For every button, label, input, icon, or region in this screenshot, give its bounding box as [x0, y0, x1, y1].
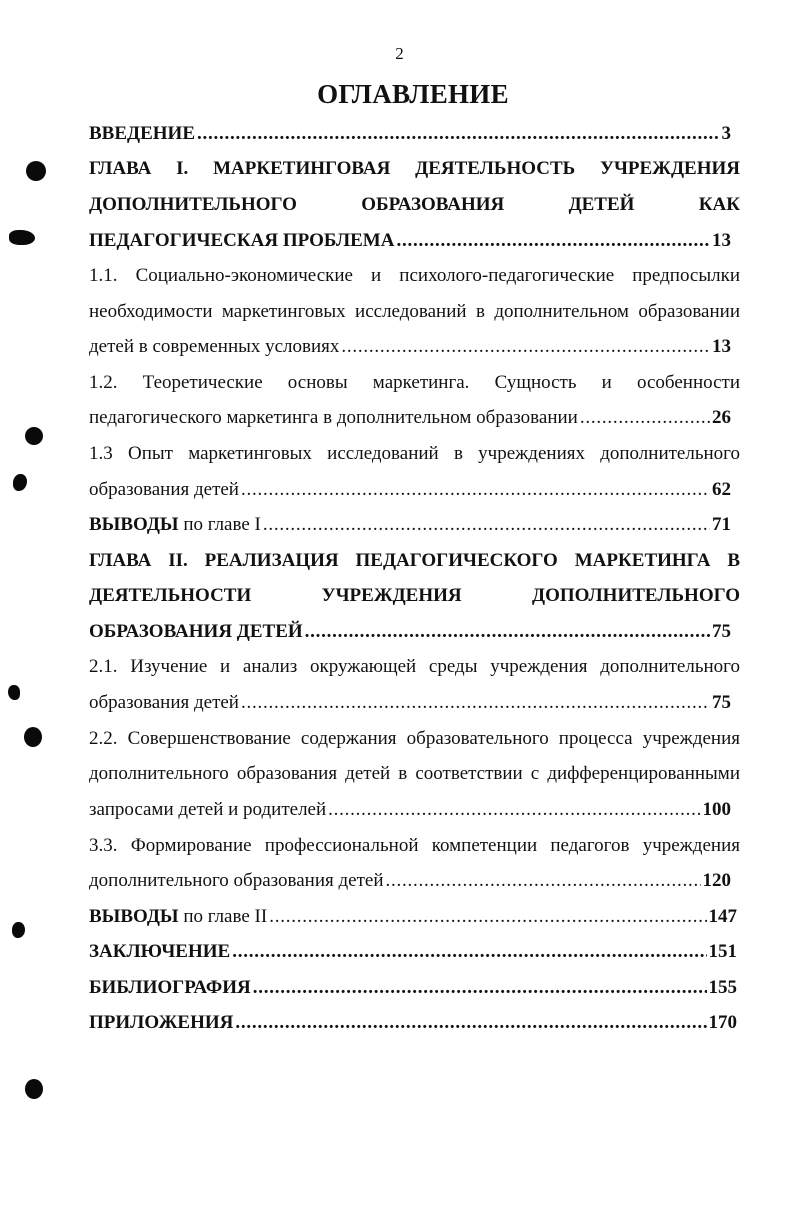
toc-section-1-2-line-1: 1.2. Теоретические основы маркетинга. Сущность и особенности — [89, 372, 740, 393]
punch-hole-mark — [26, 161, 46, 181]
toc-section-2-2-line-1: 2.2. Совершенствование содержания образовательного процесса учреждения — [89, 728, 740, 749]
toc-entry-bibliography — [89, 971, 737, 1005]
punch-hole-mark — [8, 685, 20, 700]
toc-entry-title: дополнительного образования детей — [89, 870, 384, 891]
toc-entry-page: 170 — [708, 1012, 737, 1033]
toc-entry-page: 26 — [712, 407, 731, 428]
toc-entry-title: образования детей — [89, 479, 239, 500]
toc-entry-introduction — [89, 117, 731, 151]
dot-leader — [241, 686, 710, 720]
toc-section-2-2-line-3 — [89, 793, 731, 827]
punch-hole-mark — [25, 1079, 43, 1099]
dot-leader — [241, 473, 710, 507]
toc-entry-conclusions-chapter-2 — [89, 900, 737, 934]
toc-section-1-1-line-2: необходимости маркетинговых исследований в дополнительном образовании — [89, 301, 740, 322]
toc-entry-title: детей в современных условиях — [89, 336, 340, 357]
toc-entry-title: БИБЛИОГРАФИЯ — [89, 977, 251, 998]
toc-section-3-3-line-1: 3.3. Формирование профессиональной компетенции педагогов учреждения — [89, 835, 740, 856]
toc-entry-title: ОБРАЗОВАНИЯ ДЕТЕЙ — [89, 621, 303, 642]
toc-chapter-1-line-2: ДОПОЛНИТЕЛЬНОГО ОБРАЗОВАНИЯ ДЕТЕЙ КАК — [89, 194, 740, 215]
toc-section-2-1-line-1: 2.1. Изучение и анализ окружающей среды учреждения дополнительного — [89, 656, 740, 677]
toc-entry-title-rest: по главе II — [183, 906, 268, 927]
dot-leader — [305, 615, 710, 649]
toc-entry-page: 75 — [712, 621, 731, 642]
toc-entry-title-bold: ВЫВОДЫ — [89, 906, 179, 927]
toc-entry-page: 155 — [708, 977, 737, 998]
toc-chapter-2-line-3 — [89, 615, 731, 649]
toc-entry-page: 147 — [708, 906, 737, 927]
toc-section-1-3-line-1: 1.3 Опыт маркетинговых исследований в учреждениях дополнительного — [89, 443, 740, 464]
toc-entry-page: 13 — [712, 336, 731, 357]
toc-entry-conclusion — [89, 935, 737, 969]
dot-leader — [235, 1006, 706, 1040]
toc-entry-page: 151 — [708, 941, 737, 962]
toc-entry-title — [89, 900, 267, 934]
toc-entry-title: запросами детей и родителей — [89, 799, 327, 820]
toc-section-1-2-line-2 — [89, 401, 731, 435]
toc-section-1-1-line-3 — [89, 330, 731, 364]
dot-leader — [386, 864, 701, 898]
toc-entry-page: 71 — [712, 514, 731, 535]
toc-entry-page: 62 — [712, 479, 731, 500]
toc-entry-title-bold: ВЫВОДЫ — [89, 514, 179, 535]
toc-section-1-3-line-2 — [89, 473, 731, 507]
toc-section-1-1-line-1: 1.1. Социально-экономические и психолого-педагогические предпосылки — [89, 265, 740, 286]
dot-leader — [580, 401, 710, 435]
punch-hole-mark — [13, 474, 27, 491]
toc-entry-title: ВВЕДЕНИЕ — [89, 123, 195, 144]
toc-entry-page: 3 — [721, 123, 731, 144]
punch-hole-mark — [25, 427, 43, 445]
toc-entry-title: образования детей — [89, 692, 239, 713]
toc-chapter-2-line-2: ДЕЯТЕЛЬНОСТИ УЧРЕЖДЕНИЯ ДОПОЛНИТЕЛЬНОГО — [89, 585, 740, 606]
toc-entry-page: 75 — [712, 692, 731, 713]
toc-entry-appendices — [89, 1006, 737, 1040]
toc-entry-title: ПЕДАГОГИЧЕСКАЯ ПРОБЛЕМА — [89, 230, 395, 251]
punch-hole-mark — [9, 230, 35, 245]
toc-entry-conclusions-chapter-1 — [89, 508, 731, 542]
dot-leader — [396, 224, 710, 258]
toc-section-2-1-line-2 — [89, 686, 731, 720]
page-number: 2 — [395, 44, 404, 63]
toc-entry-title: ЗАКЛЮЧЕНИЕ — [89, 941, 231, 962]
dot-leader — [253, 971, 707, 1005]
toc-chapter-1-line-1: ГЛАВА I. МАРКЕТИНГОВАЯ ДЕЯТЕЛЬНОСТЬ УЧРЕЖДЕНИЯ — [89, 158, 740, 179]
page-title: ОГЛАВЛЕНИЕ — [317, 79, 509, 109]
toc-entry-page: 120 — [702, 870, 731, 891]
punch-hole-mark — [12, 922, 25, 938]
toc-chapter-1-line-3 — [89, 224, 731, 258]
dot-leader — [341, 330, 710, 364]
toc-chapter-2-line-1: ГЛАВА II. РЕАЛИЗАЦИЯ ПЕДАГОГИЧЕСКОГО МАРКЕТИНГА В — [89, 550, 740, 571]
toc-entry-title-rest: по главе I — [183, 514, 261, 535]
dot-leader — [328, 793, 700, 827]
toc-entry-page: 13 — [712, 230, 731, 251]
punch-hole-mark — [24, 727, 42, 747]
toc-section-3-3-line-2 — [89, 864, 731, 898]
dot-leader — [232, 935, 706, 969]
dot-leader — [197, 117, 720, 151]
toc-entry-title: ПРИЛОЖЕНИЯ — [89, 1012, 234, 1033]
dot-leader — [269, 900, 706, 934]
toc-entry-title — [89, 508, 261, 542]
toc-section-2-2-line-2: дополнительного образования детей в соответствии с дифференцированными — [89, 763, 740, 784]
dot-leader — [263, 508, 710, 542]
toc-entry-title: педагогического маркетинга в дополнительном образовании — [89, 407, 578, 428]
toc-entry-page: 100 — [702, 799, 731, 820]
